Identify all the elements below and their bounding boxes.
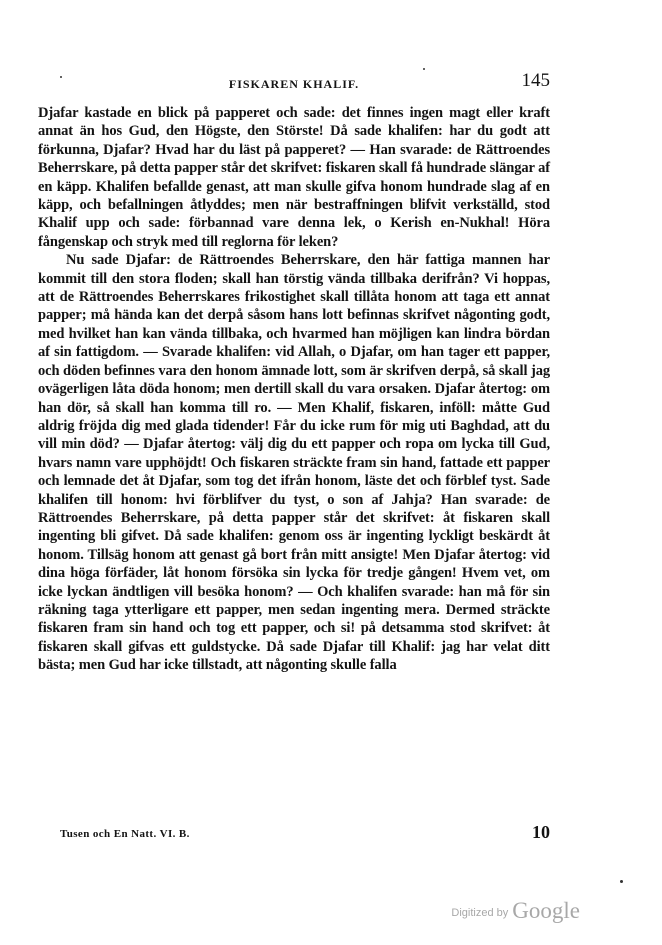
- page-footer: [38, 822, 550, 846]
- body-text: [38, 104, 550, 675]
- sheet-number: 10: [532, 822, 550, 842]
- page-number: 145: [521, 70, 550, 91]
- print-speck: [60, 76, 62, 78]
- paragraph: Djafar kastade en blick på papperet och sade: det finnes ingen magt eller kraft annat än hos Gud, den Högste, den Störste! Då sade khalifen: har du godt att förkunna, Djafar? Hvad har du läst på papperet? — Han svarade: de Rättroendes Beherrskare, på detta papper står det skrifvet: fiskaren skall få hundrade slängar af en käpp. Khalifen befallde genast, att man skulle gifva honom hundrade slag af en käpp, och befallningen åtlyddes; men när bestraffningen blifvit verkställd, stod Khalif upp och sade: förbannad vare denna lek, o Kerish en-Nukhal! Höra fångenskap och stryk med till reglorna för leken?: [38, 105, 550, 250]
- digitized-watermark: [451, 898, 580, 924]
- paragraph: Nu sade Djafar: de Rättroendes Beherrskare, den här fattiga mannen har kommit till den stora floden; skall han törstig vända tillbaka derifrån? Vi hoppas, att de Rättroendes Beherrskares frikostighet skall tillåta honom att taga ett annat papper; må hända kan det derpå såsom hans lott befinnas skrifvet någonting godt, med hvilket han kan vända tillbaka, och hvarmed han möjligen kan lindra bördan af sin fattigdom. — Svarade khalifen: vid Allah, o Djafar, om han tager ett papper, och döden befinnes vara den honom ämnade lott, som är skrifven derpå, så skall jag ovägerligen låta döda honom; men dertill skall du vara orsaken. Djafar återtog: om han dör, så skall han komma till ro. — Men Khalif, fiskaren, inföll: måtte Gud aldrig fröjda dig med glada tidender! Får du icke rum för mig uti Baghdad, att du vill min död? — Djafar återtog: välj dig du ett papper och ropa om lycka till Gud, hvars namn vare upphöjdt! Och fiskaren sträckte fram sin hand, fattade ett papper och lemnade det åt Djafar, som tog det ifrån honom, läste det och förblef tyst. Sade khalifen till honom: hvi förblifver du tyst, o son af Jahja? Han svarade: de Rättroendes Beherrskare, på detta papper står det skrifvet: åt fiskaren skall ingenting bli gifvet. Då sade khalifen: genom oss är ingenting lyckligt beskärdt åt honom. Tillsäg honom att genast gå bort från mitt ansigte! Men Djafar återtog: vid dina höga förfäder, låt honom försöka sin lycka för tredje gången! Hvem vet, om icke lyckan ändtligen vill besöka honom? — Och khalifen svarade: han må för sin räkning taga ytterligare ett papper, men sedan ingenting mera. Dermed sträckte fiskaren fram sin hand och tog ett papper, och si! på detsamma stod skrifvet: åt fiskaren skall gifvas ett guldstycke. Då sade Djafar till Khalif: jag har velat ditt bästa; men Gud har icke tillstadt, att någonting skulle falla: [38, 252, 550, 674]
- page-header: [38, 70, 550, 100]
- print-speck: [423, 68, 425, 70]
- print-speck: [620, 880, 623, 883]
- watermark-prefix: Digitized by: [451, 907, 509, 919]
- watermark-brand: Google: [512, 898, 580, 923]
- signature-mark: Tusen och En Natt. VI. B.: [60, 828, 190, 840]
- running-title: FISKAREN KHALIF.: [228, 77, 360, 91]
